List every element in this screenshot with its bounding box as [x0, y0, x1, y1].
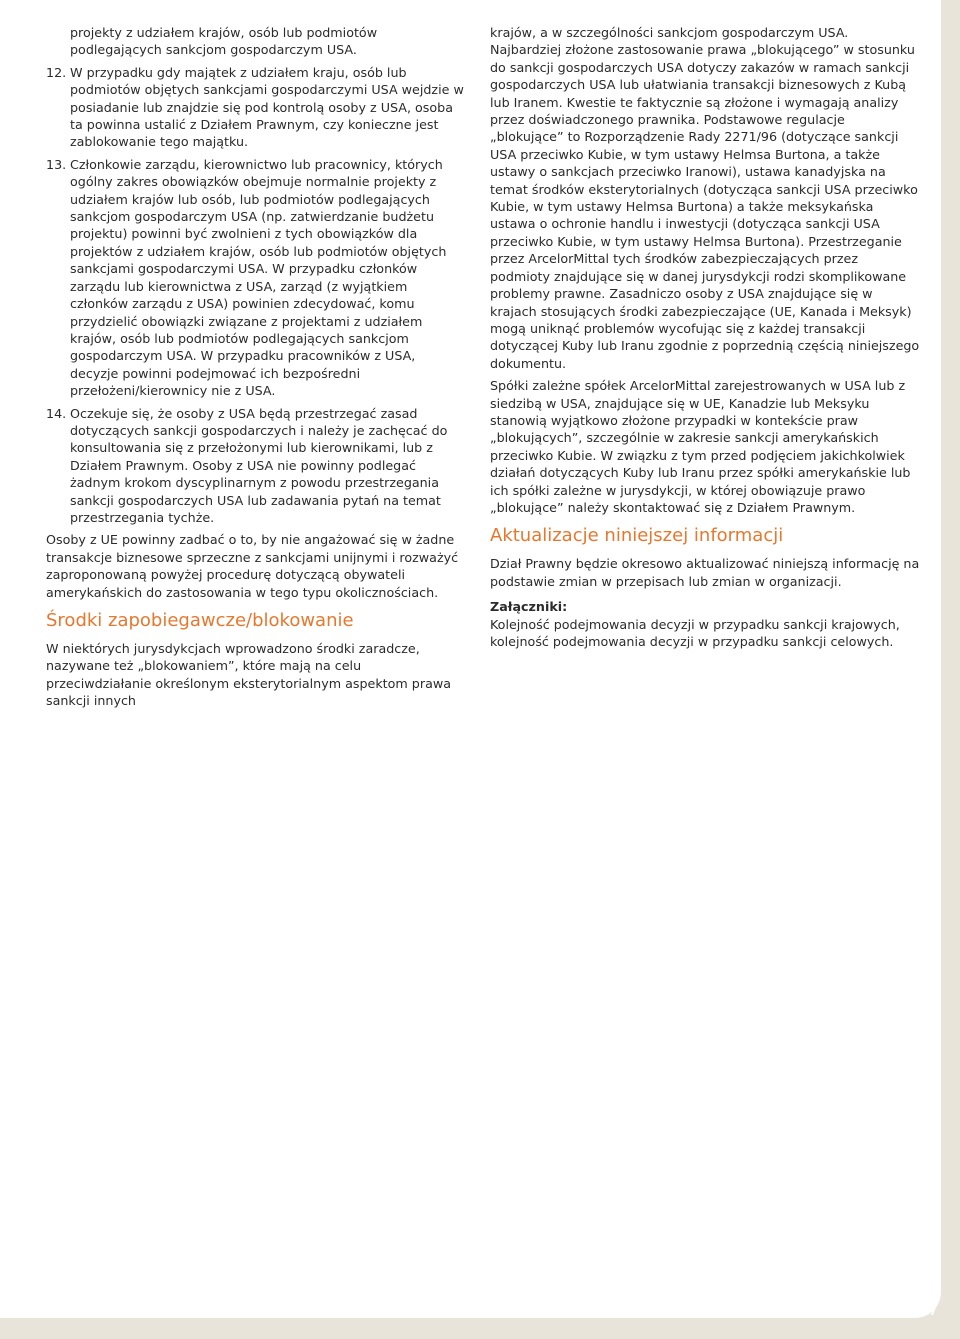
subsidiaries-paragraph: Spółki zależne spółek ArcelorMittal zarejestrowanych w USA lub z siedzibą w USA, znajdujące się w UE, Kanadzie lub Meksyku stanowią wyjątkowo złożone przypadki w kontekście praw „blokujących”, szczególnie w zakresie sankcji amerykańskich przeciwko Kubie. W związku z tym przed podjęciem jakichkolwiek działań dotyczących Kuby lub Iranu przez spółki amerykańskie lub ich spółki zależne w jurysdykcji, w której obowiązuje prawo „blokujące” należy skontaktować się z Działem Prawnym.: [490, 378, 911, 515]
blocking-paragraph: W niektórych jurysdykcjach wprowadzono środki zaradcze, nazywane też „blokowaniem”, które mają na celu przeciwdziałanie określonym eksterytorialnym aspektom prawa sankcji innych: [46, 641, 452, 709]
attachments-label: Załączniki:: [490, 599, 568, 615]
blocking-paragraph-continued: krajów, a w szczególności sankcjom gospodarczym USA. Najbardziej złożone zastosowanie prawa „blokującego” w stosunku do sankcji gospodarczych USA dotyczy zakazów w ramach sankcji gospodarczych USA lub ułatwiania transakcji biznesowych z Kubą lub Iranem. Kwestie te faktycznie są złożone i wymagają analizy przez doświadczonego prawnika. Podstawowe regulacje „blokujące” to Rozporządzenie Rady 2271/96 (dotyczące sankcji USA przeciwko Kubie, w tym ustawy Helmsa Burtona, a także ustawy o sankcjach przeciwko Iranowi), ustawa kanadyjska na temat środków eksterytorialnych (dotycząca sankcji USA przeciwko Kubie, w tym ustawy Helmsa Burtona) a także meksykańska ustawa o ochronie handlu i inwestycji (dotycząca sankcji USA przeciwko Kubie, w tym ustawy Helmsa Burtona). Przestrzeganie przez ArcelorMittal tych środków zabezpieczających przez podmioty znajdujące się w danej jurysdykcji rodzi skomplikowane problemy prawne. Zasadniczo osoby z USA znajdujące się w krajach stosujących środki zabezpieczające (UE, Kanada i Meksyk) mogą uniknąć problemów wycofując się z każdej transakcji dotyczącej Kuby lub Iranu zgodnie z poprzednią częścią niniejszego dokumentu.: [490, 25, 920, 371]
list-item-number: 12.: [46, 64, 67, 80]
page-number: 7: [927, 1296, 940, 1320]
continuation-text: projekty z udziałem krajów, osób lub podmiotów podlegających sankcjom gospodarczym USA.: [70, 25, 378, 58]
numbered-list: [46, 64, 466, 527]
section-heading-blocking: Środki zapobiegawcze/blokowanie: [46, 610, 354, 631]
list-item: [46, 64, 466, 151]
right-column: [490, 24, 920, 655]
section-heading-updates: Aktualizacje niniejszej informacji: [490, 525, 784, 547]
list-item-number: 13.: [46, 156, 67, 172]
list-item-text: Oczekuje się, że osoby z USA będą przestrzegać zasad dotyczących sankcji gospodarczych i należy je zachęcać do konsultowania się z przełożonymi lub kierownikami, lub z Działem Prawnym. Osoby z USA nie powinny podlegać żadnym krokom dyscyplinarnym z powodu przestrzegania sankcji gospodarczych USA lub zadawania pytań na temat przestrzegania tychże.: [70, 405, 448, 525]
list-item: [46, 405, 466, 527]
list-item: [46, 156, 466, 400]
left-column: [46, 24, 466, 715]
list-item-text: Członkowie zarządu, kierownictwo lub pracownicy, których ogólny zakres obowiązków obejmuje normalnie projekty z udziałem krajów lub osób, lub podmiotów podlegających sankcjom gospodarczym USA (np. zatwierdzanie budżetu projektu) powinni być zwolnieni z tych obowiązków dla projektów z udziałem krajów, osób lub podmiotów objętych sankcjami gospodarczymi USA. W przypadku członków zarządu lub kierownictwa z USA, zarząd (z wyjątkiem członków zarządu z USA) powinien zdecydować, komu przydzielić obowiązki związane z projektami z udziałem krajów, osób lub podmiotów podlegających sankcjom gospodarczym USA. W przypadku pracowników z USA, decyzje powinni podejmować ich bezpośredni przełożeni/kierownicy nie z USA.: [70, 156, 447, 399]
list-item-number: 14.: [46, 405, 67, 421]
attachments-text: Kolejność podejmowania decyzji w przypadku sankcji krajowych, kolejność podejmowania decyzji w przypadku sankcji celowych.: [490, 616, 900, 649]
updates-paragraph: Dział Prawny będzie okresowo aktualizować niniejszą informację na podstawie zmian w przepisach lub zmian w organizacji.: [490, 556, 920, 589]
eu-paragraph: Osoby z UE powinny zadbać o to, by nie angażować się w żadne transakcje biznesowe sprzeczne z sankcjami unijnymi i rozważyć zaproponowaną powyżej procedurę dotyczącą obywateli amerykańskich do zastosowania w tego typu okolicznościach.: [46, 532, 459, 600]
list-item-text: W przypadku gdy majątek z udziałem kraju, osób lub podmiotów objętych sankcjami gospodarczymi USA wejdzie w posiadanie lub znajdzie się pod kontrolą osoby z USA, osoba ta powinna ustalić z Działem Prawnym, czy konieczne jest zablokowanie tego majątku.: [70, 64, 464, 150]
